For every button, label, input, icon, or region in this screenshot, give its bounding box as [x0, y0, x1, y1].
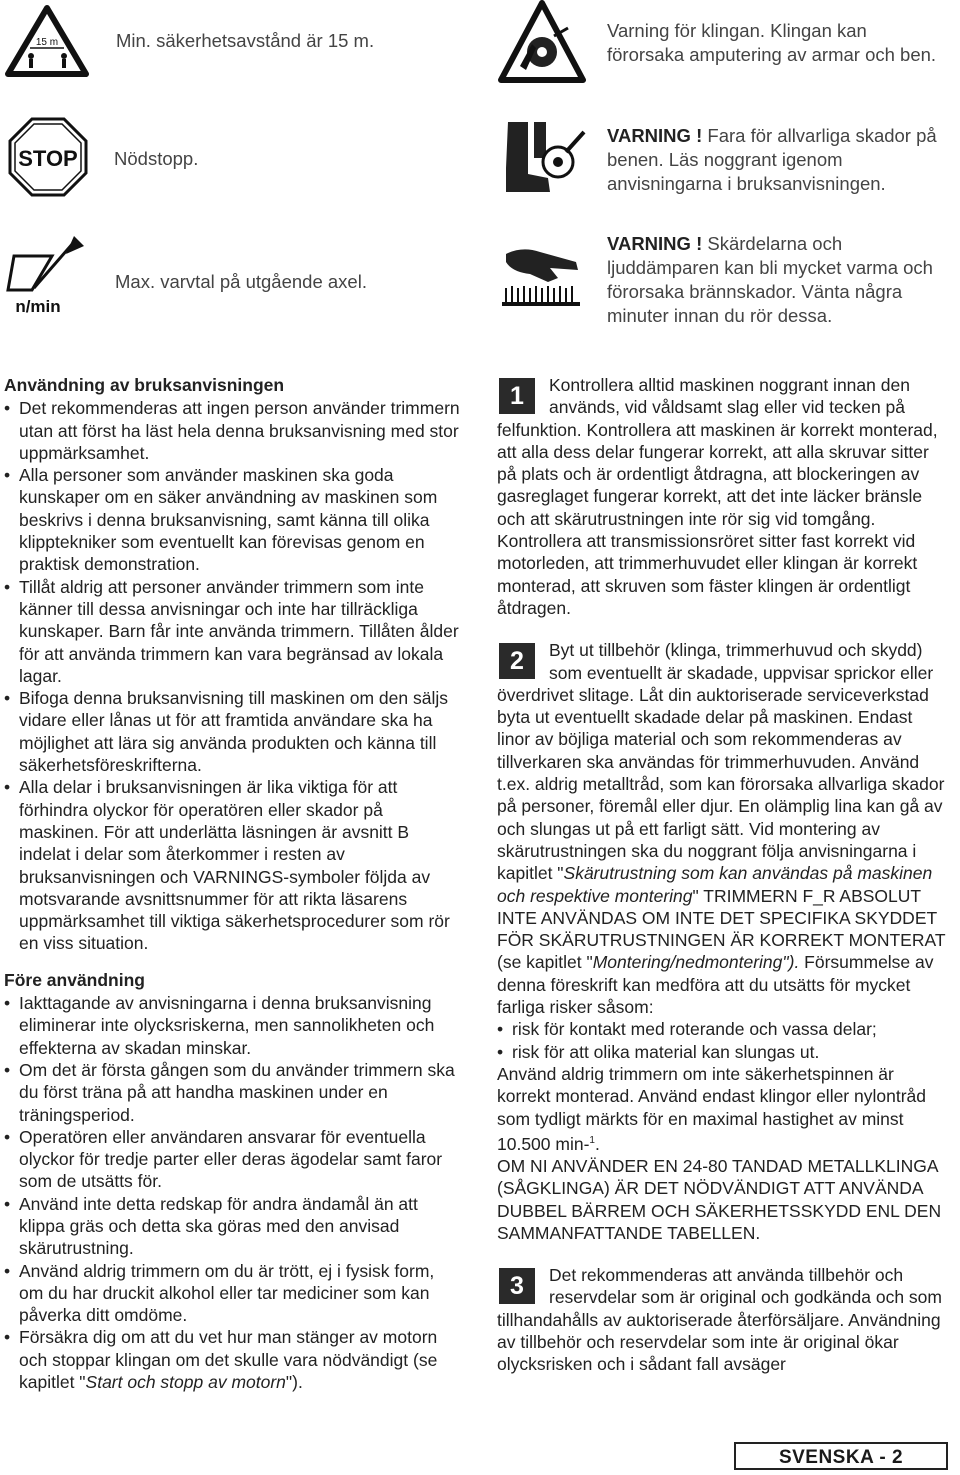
safety-distance-icon [4, 4, 90, 78]
step-number-badge: 2 [499, 643, 535, 679]
list-item: • Om det är första gången som du använder trimmern ska du först träna på att handha maskinen under en träningsperiod. [4, 1059, 460, 1126]
list-item: • risk för kontakt med roterande och vassa delar; [497, 1018, 949, 1040]
last-bullet-reference: Start och stopp av motorn [85, 1372, 286, 1393]
hot-surface-icon [500, 244, 584, 310]
section-heading-before-use: Före användning [4, 969, 145, 990]
safety-distance-label: 15 m [35, 37, 59, 48]
last-bullet-end: "). [285, 1372, 303, 1393]
list-item: • risk för att olika material kan slungas ut. [497, 1041, 949, 1063]
list-item: • Tillåt aldrig att personer använder trimmern som inte känner till dessa anvisningar och inte har tillräckliga kunskaper. Barn får inte använda trimmern. Tillåten ålder för att använda trimmern kan vara begränsad av lokala lagar. [4, 576, 460, 687]
section-heading-usage: Användning av bruksanvisningen [4, 375, 285, 395]
leg-injury-text [607, 124, 952, 196]
blade-warning-icon [498, 0, 586, 84]
last-bullet-text: Försäkra dig om att du vet hur man stänger av motorn och stoppar klingan om det skulle vara nödvändigt (se kapitlet " [19, 1327, 438, 1393]
safety-distance-text: Min. säkerhetsavstånd är 15 m. [116, 30, 375, 51]
list-item: • Använd aldrig trimmern om du är trött, ej i fysisk form, om du har druckit alkohol eller tar mediciner som kan påverka ditt omdöme. [4, 1260, 460, 1327]
leg-injury-description: Fara för allvarliga skador på benen. Läs noggrant igenom anvisningarna i bruksanvisningen. [607, 125, 937, 194]
max-speed-text: Max. varvtal på utgående axel. [115, 271, 367, 292]
right-column [497, 374, 949, 1376]
step-2-caps: " TRIMMERN F_R ABSOLUT INTE ANVÄNDAS OM INTE DET SPECIFIKA SKYDDET FÖR SKÄRUTRUSTNINGEN ÄR KORREKT MONTERAT (se kapitlet " [497, 885, 946, 973]
step-2-speed-exponent: 1 [589, 1134, 595, 1146]
list-item: • Operatören eller användaren ansvarar för eventuella olyckor för tredje parter eller deras ägodelar samt faror som de utsätts för. [4, 1126, 460, 1193]
list-item [4, 1326, 460, 1393]
step-number-badge: 1 [499, 378, 535, 414]
step-2-reference: Skärutrustning som kan användas på maskinen och respektive montering [497, 863, 933, 906]
stop-sign-label: STOP [18, 146, 78, 171]
step-2-reference-2: Montering/nedmontering"). [592, 952, 800, 973]
step-2-risk-intro: Försummelse av denna föreskrift kan medföra att du utsätts för mycket farliga risker såsom: [497, 952, 934, 1018]
step-2-speed [497, 1063, 949, 1155]
max-speed-label: n/min [15, 297, 61, 316]
list-item: • Bifoga denna bruksanvisning till maskinen om den säljs vidare eller lånas ut för att framtida användare ska ha möjlighet att lära sig använda produkten och känna till säkerhetsföreskrifterna. [4, 687, 460, 776]
blade-warning-text: Varning för klingan. Klingan kan förorsaka amputering av armar och ben. [607, 20, 937, 65]
step-2-speed-text: Använd aldrig trimmern om inte säkerhetspinnen är korrekt monterad. Använd endast klingor eller nylontråd som tydligt märkts för en maximal hastighet av minst 10.500 min- [497, 1063, 926, 1154]
leg-injury-icon [498, 118, 588, 198]
step-2 [497, 639, 949, 1244]
left-column [4, 374, 460, 1393]
list-item: • Alla delar i bruksanvisningen är lika viktiga för att förhindra olyckor för operatören eller skador på maskinen. För att underlätta läsningen är avsnitt B indelat i delar som återkommer i resten av bruksanvisningen och VARNINGS-symboler följda av motsvarande avsnittsnummer för att rikta läsarens uppmärksamhet till viktiga säkerhetsprocedurer som rör en viss situation. [4, 776, 460, 954]
leg-injury-warning-word: VARNING ! [607, 125, 703, 146]
list-item: • Använd inte detta redskap för andra ändamål än att klippa gräs och detta ska göras med den anvisad skärutrustning. [4, 1193, 460, 1260]
hot-surface-description: Skärdelarna och ljuddämparen kan bli mycket varma och förorsaka brännskador. Vänta några minuter innan du rör dessa. [607, 233, 933, 326]
step-1 [497, 374, 949, 619]
hot-surface-text [607, 232, 952, 328]
step-3-text: Det rekommenderas att använda tillbehör och reservdelar som är original och godkända och som tillhandahålls av auktoriserade återförsäljare. Användning av tillbehör och reservdelar som inte är original ökar olycksrisken och i sådant fall avsäger [497, 1265, 942, 1375]
step-2-warning-caps: OM NI ANVÄNDER EN 24-80 TANDAD METALLKLINGA (SÅGKLINGA) ÄR DET NÖDVÄNDIGT ATT ANVÄNDA DUBBEL BÄRREM OCH SÄKERHETSSKYDD ENL DEN SAMMANFATTANDE TABELLEN. [497, 1155, 942, 1243]
step-2-text: Byt ut tillbehör (klinga, trimmerhuvud och skydd) som eventuellt är skadade, uppvisar sprickor eller överdrivet slitage. Låt din auktoriserade serviceverkstad byta ut eventuellt skadade delar på maskinen. Endast linor av böjliga material och som rekommenderas av tillverkaren ska användas för trimmerhuvuden. Använd t.ex. aldrig metalltråd, som kan förorsaka allvarliga skador på personer, föremål eller djur. En olämplig lina kan gå av och slungas ut på ett farligt sätt. Vid montering av skärutrustningen ska du noggrant följa anvisningarna i kapitlet " [497, 640, 945, 884]
list-item: • Iakttagande av anvisningarna i denna bruksanvisning eliminerar inte olycksriskerna, men sannolikheten och effekterna av skadan minskar. [4, 992, 460, 1059]
list-item: • Alla personer som använder maskinen ska goda kunskaper om en säker användning av maskinen som beskrivs i denna bruksanvisning, samt känna till olika klipptekniker som eventuellt kan förevisas genom en praktisk demonstration. [4, 464, 460, 575]
step-3 [497, 1264, 949, 1375]
page-footer-label: SVENSKA - 2 [734, 1442, 948, 1470]
step-number-badge: 3 [499, 1268, 535, 1304]
list-item: • Det rekommenderas att ingen person använder trimmern utan att först ha läst hela denna bruksanvisning med stor uppmärksamhet. [4, 397, 460, 464]
stop-sign-icon [8, 117, 88, 197]
emergency-stop-text: Nödstopp. [114, 148, 199, 169]
step-2-speed-end: . [594, 1133, 600, 1154]
hot-surface-warning-word: VARNING ! [607, 233, 703, 254]
step-1-text: Kontrollera alltid maskinen noggrant innan den används, vid våldsamt slag eller vid tecken på felfunktion. Kontrollera att maskinen är korrekt monterad, att alla dess delar fungerar korrekt, att alla skruvar sitter på plats och är ordentligt åtdragna, att blockeringen av gasreglaget fungerar korrekt, att det inte läcker bränsle och att skärutrustningen inte rör sig vid tomgång. Kontrollera att transmissionsröret sitter fast korrekt vid motorleden, att trimmerhuvudet eller klingan är korrekt monterad, att skruven som fäster klingen är ordentligt åtdragen. [497, 375, 938, 618]
max-speed-icon [4, 232, 88, 318]
